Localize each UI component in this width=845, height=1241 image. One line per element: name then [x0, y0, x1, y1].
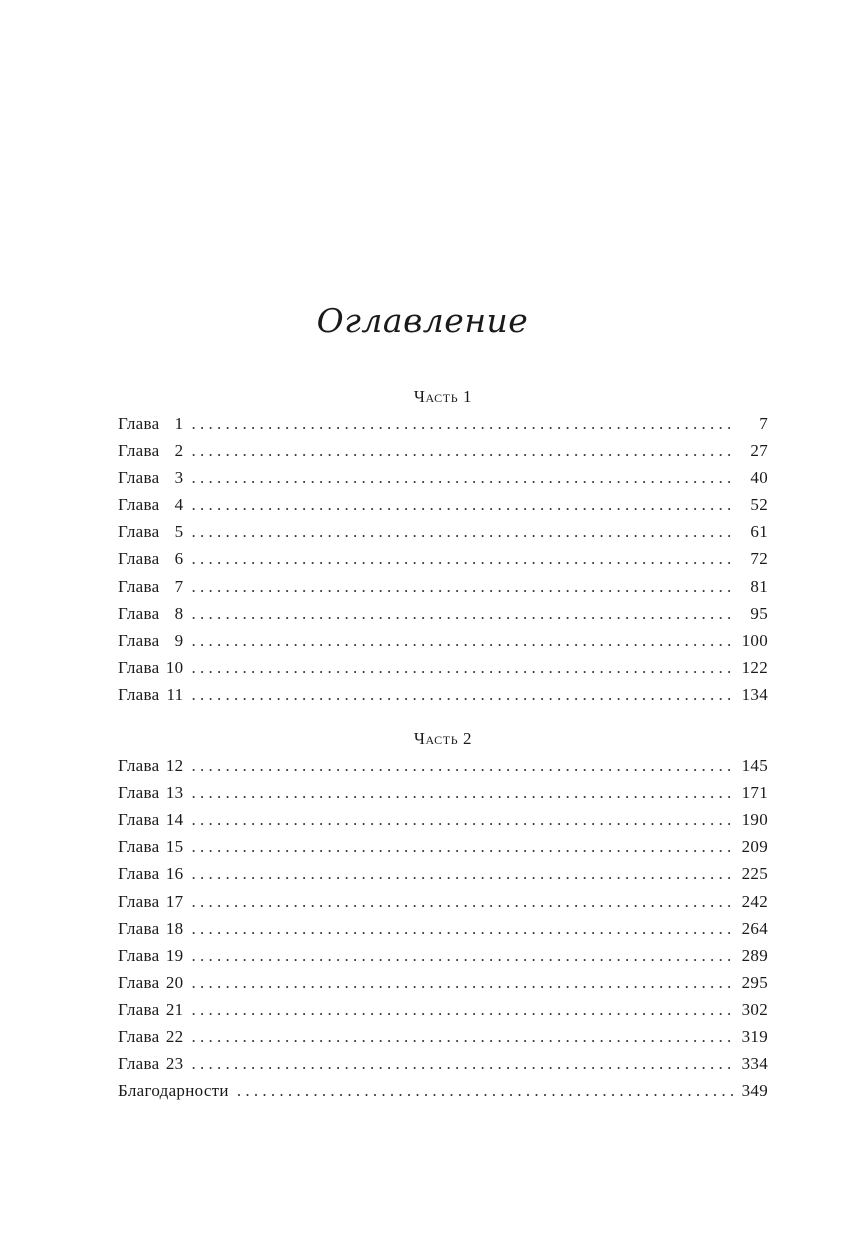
- toc-entry[interactable]: [118, 833, 768, 860]
- dot-leader: [191, 437, 734, 464]
- toc-entry[interactable]: [118, 464, 768, 491]
- entry-label: [118, 996, 183, 1023]
- entry-label: [118, 1050, 183, 1077]
- entry-label: [118, 860, 183, 887]
- entry-label-text: Глава: [118, 891, 160, 911]
- entry-chapter-number: 16: [165, 864, 184, 884]
- dot-leader: [191, 915, 734, 942]
- entry-page-number: 334: [741, 1054, 768, 1074]
- entry-page-number: 81: [750, 576, 768, 596]
- entry-label: [118, 969, 183, 996]
- entry-label: [118, 437, 183, 464]
- entry-label: [118, 779, 183, 806]
- dot-leader: [191, 491, 734, 518]
- entry-chapter-number: 15: [165, 837, 184, 857]
- entry-label-text: Глава: [118, 972, 160, 992]
- entry-chapter-number: 11: [166, 684, 184, 704]
- entry-label: [118, 1023, 183, 1050]
- toc-entry[interactable]: [118, 600, 768, 627]
- dot-leader: [191, 969, 734, 996]
- entry-chapter-number: 23: [165, 1054, 184, 1074]
- entry-chapter-number: 20: [165, 972, 184, 992]
- entry-chapter-number: 19: [165, 945, 184, 965]
- entry-label-text: Глава: [118, 1026, 160, 1046]
- entry-label: [118, 410, 183, 437]
- entry-label-text: Глава: [118, 810, 160, 830]
- dot-leader: [191, 806, 734, 833]
- part-heading: Часть 1: [413, 387, 473, 406]
- entry-label-text: Глава: [118, 999, 160, 1019]
- toc-entry[interactable]: [118, 860, 768, 887]
- entry-page-number: 289: [741, 945, 768, 965]
- entry-page-number: 7: [759, 414, 768, 433]
- entry-label: [118, 464, 183, 491]
- entry-label-text: Глава: [118, 522, 160, 542]
- entry-page-number: 264: [741, 918, 768, 938]
- entry-page-number: 95: [750, 603, 768, 623]
- entry-label: [118, 888, 183, 915]
- entry-page-number: 349: [741, 1081, 768, 1101]
- entry-label-text: Глава: [118, 549, 160, 569]
- toc-entry[interactable]: [118, 1077, 768, 1104]
- entry-label: [118, 752, 183, 779]
- entry-chapter-number: 2: [174, 441, 184, 461]
- toc-entry[interactable]: [118, 681, 768, 708]
- entry-label: [118, 600, 183, 627]
- toc-entry[interactable]: [118, 627, 768, 654]
- entry-label-text: Глава: [118, 603, 160, 623]
- toc-entry[interactable]: [118, 942, 768, 969]
- toc-entry[interactable]: [118, 752, 768, 779]
- toc-entry[interactable]: [118, 779, 768, 806]
- entry-page-number: 295: [741, 972, 768, 992]
- entry-label-text: Глава: [118, 468, 160, 488]
- toc-entry[interactable]: [118, 1023, 768, 1050]
- entry-chapter-number: 9: [174, 630, 184, 650]
- entry-label: [118, 518, 183, 545]
- toc-entry[interactable]: [118, 806, 768, 833]
- entry-label-text: Глава: [118, 576, 160, 596]
- entry-label-text: Глава: [118, 945, 160, 965]
- entry-chapter-number: 22: [165, 1026, 184, 1046]
- entry-label: [118, 942, 183, 969]
- entry-label: [118, 491, 183, 518]
- entry-chapter-number: 10: [165, 657, 184, 677]
- entry-label-text: Глава: [118, 918, 160, 938]
- dot-leader: [191, 518, 734, 545]
- entry-chapter-number: 21: [165, 999, 184, 1019]
- toc-entry[interactable]: [118, 654, 768, 681]
- entry-label: [118, 681, 183, 708]
- dot-leader: [191, 833, 734, 860]
- entry-chapter-number: 3: [174, 468, 184, 488]
- dot-leader: [191, 860, 734, 887]
- dot-leader: [191, 1023, 734, 1050]
- dot-leader: [191, 410, 734, 437]
- entry-page-number: 225: [741, 864, 768, 884]
- entry-page-number: 145: [741, 756, 768, 776]
- dot-leader: [191, 654, 734, 681]
- dot-leader: [191, 779, 734, 806]
- toc-entry[interactable]: [118, 1050, 768, 1077]
- entry-chapter-number: 14: [165, 810, 184, 830]
- entry-page-number: 190: [741, 810, 768, 830]
- entry-label-text: Глава: [118, 756, 160, 776]
- entry-chapter-number: 18: [165, 918, 184, 938]
- dot-leader: [191, 600, 734, 627]
- toc-entry[interactable]: [118, 996, 768, 1023]
- entry-page-number: 27: [750, 441, 768, 461]
- dot-leader: [237, 1077, 734, 1104]
- entry-page-number: 209: [741, 837, 768, 857]
- part-2-entries: [118, 752, 768, 1104]
- entry-page-number: 100: [741, 630, 768, 650]
- toc-entry[interactable]: [118, 888, 768, 915]
- entry-label: [118, 806, 183, 833]
- entry-page-number: 122: [741, 657, 768, 677]
- entry-page-number: 52: [750, 495, 768, 515]
- toc-entry[interactable]: [118, 545, 768, 572]
- entry-label-text: Глава: [118, 630, 160, 650]
- dot-leader: [191, 573, 734, 600]
- toc-entry[interactable]: [118, 915, 768, 942]
- entry-label: [118, 654, 183, 681]
- part-heading: Часть 2: [413, 729, 473, 749]
- entry-label-text: Глава: [118, 495, 160, 515]
- entry-label: [118, 627, 183, 654]
- toc-entry[interactable]: [118, 491, 768, 518]
- entry-label-text: Глава: [118, 441, 160, 461]
- entry-label-text: Глава: [118, 1054, 160, 1074]
- entry-label-text: Глава: [118, 684, 160, 704]
- toc-entry[interactable]: [118, 573, 768, 600]
- entry-chapter-number: 6: [174, 549, 184, 569]
- entry-page-number: 72: [750, 549, 768, 569]
- entry-label: [118, 915, 183, 942]
- page-title: Оглавление: [316, 301, 529, 340]
- toc-entry[interactable]: [118, 969, 768, 996]
- entry-label: [118, 1077, 229, 1104]
- dot-leader: [191, 464, 734, 491]
- dot-leader: [191, 627, 734, 654]
- part-1-entries: [118, 410, 768, 708]
- entry-chapter-number: 12: [165, 756, 184, 776]
- entry-label-text: Глава: [118, 783, 160, 803]
- entry-label: [118, 545, 183, 572]
- entry-page-number: 319: [741, 1026, 768, 1046]
- dot-leader: [191, 681, 734, 708]
- entry-label: [118, 833, 183, 860]
- toc-entry[interactable]: [118, 437, 768, 464]
- dot-leader: [191, 996, 734, 1023]
- entry-chapter-number: 5: [174, 522, 184, 542]
- entry-page-number: 134: [741, 684, 768, 704]
- dot-leader: [191, 545, 734, 572]
- entry-chapter-number: 17: [165, 891, 184, 911]
- toc-entry[interactable]: [118, 518, 768, 545]
- entry-page-number: 171: [741, 783, 768, 803]
- entry-label-text: Глава: [118, 837, 160, 857]
- entry-chapter-number: 7: [174, 576, 184, 596]
- table-of-contents: [118, 383, 768, 1104]
- dot-leader: [191, 942, 734, 969]
- entry-label-text: Благодарности: [118, 1081, 229, 1101]
- toc-entry[interactable]: [118, 410, 768, 437]
- dot-leader: [191, 752, 734, 779]
- entry-label-text: Глава: [118, 414, 160, 433]
- entry-chapter-number: 13: [165, 783, 184, 803]
- entry-chapter-number: 4: [174, 495, 184, 515]
- entry-page-number: 242: [741, 891, 768, 911]
- entry-page-number: 61: [750, 522, 768, 542]
- entry-page-number: 40: [750, 468, 768, 488]
- entry-label-text: Глава: [118, 864, 160, 884]
- entry-label-text: Глава: [118, 657, 160, 677]
- dot-leader: [191, 888, 734, 915]
- entry-page-number: 302: [741, 999, 768, 1019]
- entry-chapter-number: 8: [174, 603, 184, 623]
- entry-chapter-number: 1: [174, 414, 184, 433]
- entry-label: [118, 573, 183, 600]
- dot-leader: [191, 1050, 734, 1077]
